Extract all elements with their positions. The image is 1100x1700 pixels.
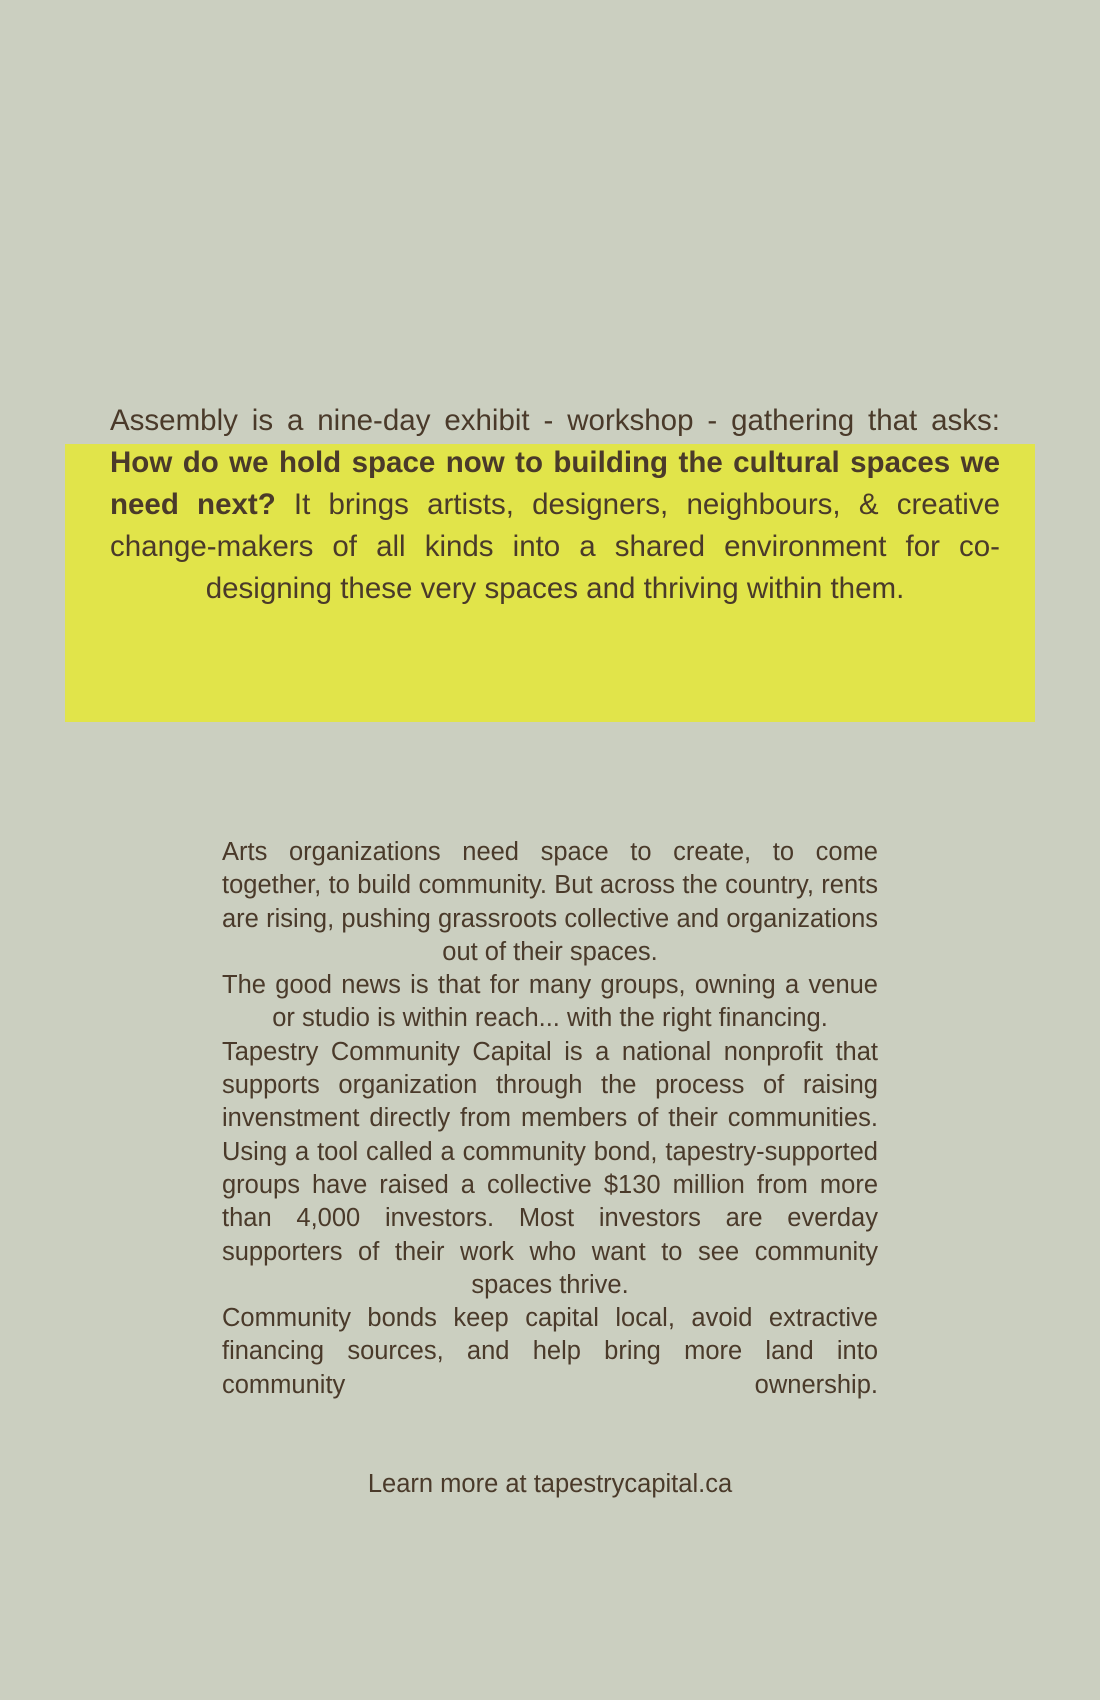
intro-lead: Assembly is a nine-day exhibit - workshop - gathering that asks: (110, 404, 1000, 437)
intro-paragraph (110, 400, 1000, 610)
body-paragraph-4: Community bonds keep capital local, avoid extractive financing sources, and help bring more land into community ownership. (222, 1304, 878, 1399)
body-paragraph-2: The good news is that for many groups, owning a venue or studio is within reach... with the right financing. (222, 971, 878, 1033)
intro-question: How do we hold space now to building the cultural spaces we need next? (110, 446, 1000, 521)
body-paragraph-3: Tapestry Community Capital is a national nonprofit that supports organization through the process of raising invenstment directly from members of their communities. Using a tool called a community bond, tapestry-supported groups have raised a collective $130 million from more than 4,000 investors. Most investors are everday supporters of their work who want to see community spaces thrive. (222, 1037, 878, 1299)
learn-more-text: Learn more at tapestrycapital.ca (367, 1470, 733, 1498)
body-paragraph-1: Arts organizations need space to create, to come together, to build community. But across the country, rents are rising, pushing grassroots collective and organizations out of their spaces. (222, 838, 878, 966)
intro-rest: It brings artists, designers, neighbours, & creative change-makers of all kinds into a shared environment for co-designing these very spaces and thriving within them. (110, 488, 1000, 605)
body-text (222, 836, 878, 1402)
